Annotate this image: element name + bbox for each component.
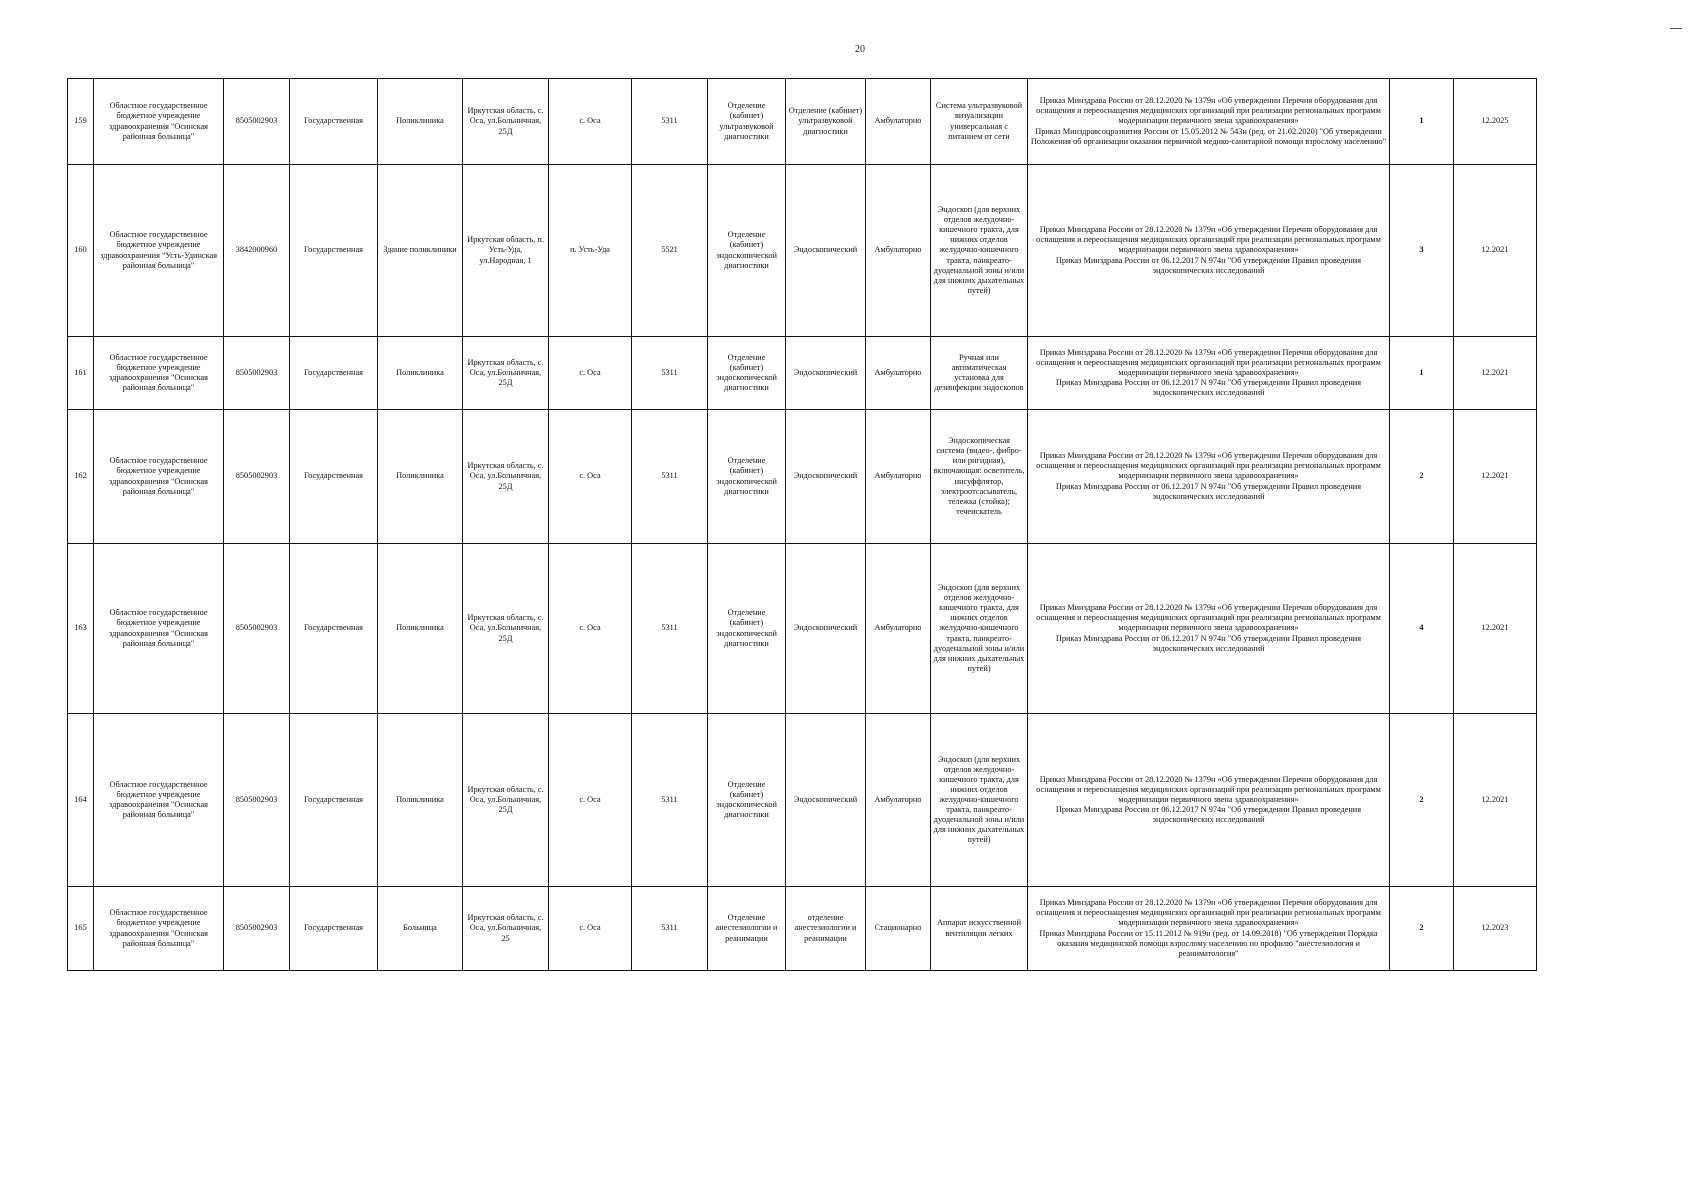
care-conditions: Амбулаторно <box>866 544 931 714</box>
settlement-code: 5311 <box>632 544 708 714</box>
building-type: Поликлиника <box>378 79 463 165</box>
ownership-type: Государственная <box>290 165 378 337</box>
address: Иркутская область, с. Оса, ул.Больничная, 25Д <box>463 410 549 544</box>
table-row <box>68 165 1537 337</box>
organization-name: Областное государственное бюджетное учреждение здравоохранения "Осинская районная больница" <box>94 544 224 714</box>
margin-mark <box>1670 28 1682 29</box>
legal-basis <box>1028 544 1390 714</box>
inn-code: 3842000960 <box>224 165 290 337</box>
legal-basis-line: Приказ Минздравсоцразвития России от 15.05.2012 № 543н (ред. от 21.02.2020) "Об утверждении Положения об организации оказания первичной медико-санитарной помощи взрослому населению" <box>1030 126 1387 146</box>
inn-code: 8505002903 <box>224 714 290 887</box>
row-number: 159 <box>68 79 94 165</box>
organization-name: Областное государственное бюджетное учреждение здравоохранения "Осинская районная больница" <box>94 714 224 887</box>
quantity: 1 <box>1390 337 1454 410</box>
settlement-code: 5311 <box>632 337 708 410</box>
inn-code: 8505002903 <box>224 79 290 165</box>
legal-basis <box>1028 79 1390 165</box>
organization-name: Областное государственное бюджетное учреждение здравоохранения "Осинская районная больница" <box>94 79 224 165</box>
quantity: 3 <box>1390 165 1454 337</box>
table-body <box>68 79 1537 971</box>
care-conditions: Стационарно <box>866 887 931 971</box>
department: Отделение (кабинет) эндоскопической диагностики <box>708 165 786 337</box>
equipment-name: Система ультразвуковой визуализации универсальная с питанием от сети <box>931 79 1028 165</box>
quantity: 2 <box>1390 887 1454 971</box>
unit-profile: Эндоскопический <box>786 165 866 337</box>
legal-basis <box>1028 165 1390 337</box>
address: Иркутская область, с. Оса, ул.Больничная, 25Д <box>463 79 549 165</box>
equipment-name: Эндоскоп (для верхних отделов желудочно-кишечного тракта, для нижних отделов желудочно-кишечного тракта, панкреато-дуоденальной зоны и/или для нижних дыхательных путей) <box>931 165 1028 337</box>
inn-code: 8505002903 <box>224 410 290 544</box>
department: Отделение (кабинет) эндоскопической диагностики <box>708 410 786 544</box>
deadline: 12.2021 <box>1454 714 1537 887</box>
care-conditions: Амбулаторно <box>866 410 931 544</box>
organization-name: Областное государственное бюджетное учреждение здравоохранения "Осинская районная больница" <box>94 887 224 971</box>
care-conditions: Амбулаторно <box>866 714 931 887</box>
settlement-code: 5311 <box>632 79 708 165</box>
row-number: 163 <box>68 544 94 714</box>
quantity: 2 <box>1390 410 1454 544</box>
ownership-type: Государственная <box>290 887 378 971</box>
address: Иркутская область, п. Усть-Уда, ул.Народная, 1 <box>463 165 549 337</box>
care-conditions: Амбулаторно <box>866 79 931 165</box>
address: Иркутская область, с. Оса, ул.Больничная, 25 <box>463 887 549 971</box>
settlement: с. Оса <box>549 337 632 410</box>
care-conditions: Амбулаторно <box>866 337 931 410</box>
legal-basis-line: Приказ Минздрава России от 28.12.2020 № 1379н «Об утверждении Перечня оборудования для оснащения и переоснащения медицинских организаций при реализации региональных программ модернизации первичного звена здравоохранения» <box>1036 347 1381 377</box>
building-type: Поликлиника <box>378 410 463 544</box>
settlement-code: 5311 <box>632 887 708 971</box>
row-number: 165 <box>68 887 94 971</box>
inn-code: 8505002903 <box>224 337 290 410</box>
table-row <box>68 544 1537 714</box>
building-type: Поликлиника <box>378 544 463 714</box>
settlement: с. Оса <box>549 714 632 887</box>
quantity: 2 <box>1390 714 1454 887</box>
settlement: с. Оса <box>549 79 632 165</box>
deadline: 12.2025 <box>1454 79 1537 165</box>
ownership-type: Государственная <box>290 79 378 165</box>
unit-profile: Эндоскопический <box>786 337 866 410</box>
deadline: 12.2021 <box>1454 165 1537 337</box>
organization-name: Областное государственное бюджетное учреждение здравоохранения "Осинская районная больница" <box>94 410 224 544</box>
legal-basis-line: Приказ Минздрава России от 15.11.2012 № 919н (ред. от 14.09.2018) "Об утверждении Порядка оказания медицинской помощи взрослому населению по профилю "анестезиология и реаниматология" <box>1039 928 1378 958</box>
legal-basis-line: Приказ Минздрава России от 28.12.2020 № 1379н «Об утверждении Перечня оборудования для оснащения и переоснащения медицинских организаций при реализации региональных программ модернизации первичного звена здравоохранения» <box>1036 225 1381 255</box>
legal-basis-line: Приказ Минздрава России от 06.12.2017 N 974н "Об утверждении Правил проведения эндоскопических исследований <box>1055 805 1362 825</box>
legal-basis <box>1028 887 1390 971</box>
table-row <box>68 410 1537 544</box>
settlement: с. Оса <box>549 887 632 971</box>
legal-basis-line: Приказ Минздрава России от 06.12.2017 N 974н "Об утверждении Правил проведения эндоскопических исследований <box>1055 255 1362 275</box>
ownership-type: Государственная <box>290 714 378 887</box>
settlement: с. Оса <box>549 544 632 714</box>
row-number: 162 <box>68 410 94 544</box>
settlement: с. Оса <box>549 410 632 544</box>
building-type: Поликлиника <box>378 337 463 410</box>
unit-profile: отделение анестезиологии и реанимации <box>786 887 866 971</box>
address: Иркутская область, с. Оса, ул.Больничная, 25Д <box>463 714 549 887</box>
equipment-name: Эндоскопическая система (видео-, фибро- или ригидная), включающая: осветитель, инсуффлятор, электроотсасыватель, тележка (стойка); течеискатель <box>931 410 1028 544</box>
table-row <box>68 337 1537 410</box>
inn-code: 8505002903 <box>224 544 290 714</box>
quantity: 1 <box>1390 79 1454 165</box>
equipment-name: Эндоскоп (для верхних отделов желудочно-кишечного тракта, для нижних отделов желудочно-кишечного тракта, панкреато-дуоденальной зоны и/или для нижних дыхательных путей) <box>931 714 1028 887</box>
row-number: 164 <box>68 714 94 887</box>
organization-name: Областное государственное бюджетное учреждение здравоохранения "Осинская районная больница" <box>94 337 224 410</box>
address: Иркутская область, с. Оса, ул.Больничная, 25Д <box>463 337 549 410</box>
page-number: 20 <box>855 44 865 55</box>
unit-profile: Эндоскопический <box>786 410 866 544</box>
row-number: 160 <box>68 165 94 337</box>
equipment-name: Аппарат искусственной вентиляции легких <box>931 887 1028 971</box>
inn-code: 8505002903 <box>224 887 290 971</box>
legal-basis <box>1028 337 1390 410</box>
care-conditions: Амбулаторно <box>866 165 931 337</box>
legal-basis-line: Приказ Минздрава России от 28.12.2020 № 1379н «Об утверждении Перечня оборудования для оснащения и переоснащения медицинских организаций при реализации региональных программ модернизации первичного звена здравоохранения» <box>1036 603 1381 633</box>
deadline: 12.2021 <box>1454 410 1537 544</box>
equipment-name: Эндоскоп (для верхних отделов желудочно-кишечного тракта, для нижних отделов желудочно-кишечного тракта, панкреато-дуоденальной зоны и/или для нижних дыхательных путей) <box>931 544 1028 714</box>
legal-basis <box>1028 410 1390 544</box>
building-type: Здание поликлиники <box>378 165 463 337</box>
legal-basis-line: Приказ Минздрава России от 28.12.2020 № 1379н «Об утверждении Перечня оборудования для оснащения и переоснащения медицинских организаций при реализации региональных программ модернизации первичного звена здравоохранения» <box>1036 451 1381 481</box>
unit-profile: Эндоскопический <box>786 544 866 714</box>
settlement: п. Усть-Уда <box>549 165 632 337</box>
legal-basis <box>1028 714 1390 887</box>
legal-basis-line: Приказ Минздрава России от 06.12.2017 N 974н "Об утверждении Правил проведения эндоскопических исследований <box>1055 633 1362 653</box>
organization-name: Областное государственное бюджетное учреждение здравоохранения "Усть-Удинская районная больница" <box>94 165 224 337</box>
department: Отделение анестезиологии и реанимации <box>708 887 786 971</box>
deadline: 12.2021 <box>1454 337 1537 410</box>
ownership-type: Государственная <box>290 337 378 410</box>
table-row <box>68 887 1537 971</box>
unit-profile: Отделение (кабинет) ультразвуковой диагностики <box>786 79 866 165</box>
deadline: 12.2021 <box>1454 544 1537 714</box>
legal-basis-line: Приказ Минздрава России от 28.12.2020 № 1379н «Об утверждении Перечня оборудования для оснащения и переоснащения медицинских организаций при реализации региональных программ модернизации первичного звена здравоохранения» <box>1036 898 1381 928</box>
unit-profile: Эндоскопический <box>786 714 866 887</box>
department: Отделение (кабинет) эндоскопической диагностики <box>708 544 786 714</box>
legal-basis-line: Приказ Минздрава России от 06.12.2017 N 974н "Об утверждении Правил проведения эндоскопических исследований <box>1055 481 1362 501</box>
equipment-name: Ручная или автоматическая установка для дезинфекции эндоскопов <box>931 337 1028 410</box>
table-row <box>68 79 1537 165</box>
deadline: 12.2023 <box>1454 887 1537 971</box>
address: Иркутская область, с. Оса, ул.Больничная, 25Д <box>463 544 549 714</box>
building-type: Больница <box>378 887 463 971</box>
building-type: Поликлиника <box>378 714 463 887</box>
legal-basis-line: Приказ Минздрава России от 28.12.2020 № 1379н «Об утверждении Перечня оборудования для оснащения и переоснащения медицинских организаций при реализации региональных программ модернизации первичного звена здравоохранения» <box>1036 774 1381 804</box>
table-row <box>68 714 1537 887</box>
settlement-code: 5521 <box>632 165 708 337</box>
department: Отделение (кабинет) эндоскопической диагностики <box>708 337 786 410</box>
settlement-code: 5311 <box>632 410 708 544</box>
ownership-type: Государственная <box>290 544 378 714</box>
ownership-type: Государственная <box>290 410 378 544</box>
department: Отделение (кабинет) ультразвуковой диагностики <box>708 79 786 165</box>
department: Отделение (кабинет) эндоскопической диагностики <box>708 714 786 887</box>
quantity: 4 <box>1390 544 1454 714</box>
equipment-registry-table <box>67 78 1537 971</box>
legal-basis-line: Приказ Минздрава России от 28.12.2020 № 1379н «Об утверждении Перечня оборудования для оснащения и переоснащения медицинских организаций при реализации региональных программ модернизации первичного звена здравоохранения» <box>1036 96 1381 126</box>
row-number: 161 <box>68 337 94 410</box>
settlement-code: 5311 <box>632 714 708 887</box>
legal-basis-line: Приказ Минздрава России от 06.12.2017 N 974н "Об утверждении Правил проведения эндоскопических исследований <box>1055 378 1362 398</box>
